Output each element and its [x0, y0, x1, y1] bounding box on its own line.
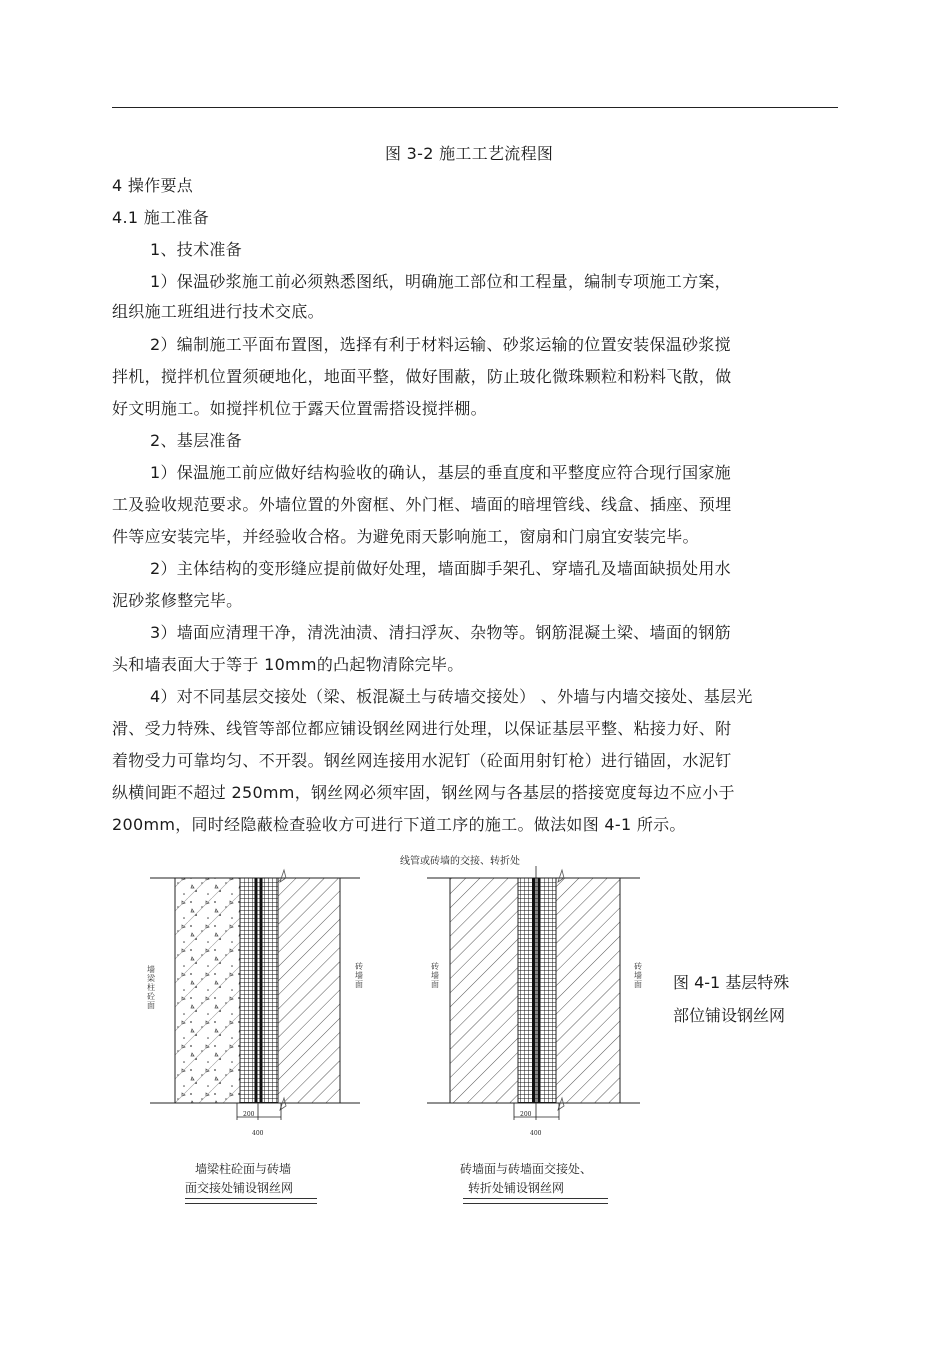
paragraph-line: 1）保温砂浆施工前必须熟悉图纸，明确施工部位和工程量，编制专项施工方案， — [150, 272, 731, 291]
paragraph-line: 200mm，同时经隐蔽检查验收方可进行下道工序的施工。做法如图 4-1 所示。 — [112, 815, 686, 834]
paragraph-line: 着物受力可靠均匀、不开裂。钢丝网连接用水泥钉（砼面用射钉枪）进行锚固，水泥钉 — [112, 751, 732, 770]
wire-mesh-diagram — [140, 850, 660, 1120]
dimension-label: 200 — [243, 1111, 255, 1118]
brick-wall-label: 砖墙面 — [355, 962, 363, 989]
concrete-wall-label: 墙梁柱砼面 — [147, 965, 155, 1010]
header-rule — [112, 107, 838, 108]
paragraph-line: 1）保温施工前应做好结构验收的确认，基层的垂直度和平整度应符合现行国家施 — [150, 463, 731, 482]
figure-3-2-caption: 图 3-2 施工工艺流程图 — [385, 144, 554, 163]
left-diagram-subcaption: 墙梁柱砼面与砖墙 — [195, 1162, 292, 1176]
paragraph-line: 3）墙面应清理干净，清洗油渍、清扫浮灰、杂物等。钢筋混凝土梁、墙面的钢筋 — [150, 623, 731, 642]
subheading-base: 2、基层准备 — [150, 431, 242, 450]
section-heading-4: 4 操作要点 — [112, 176, 194, 195]
figure-4-1-caption-cont: 部位铺设钢丝网 — [673, 1006, 786, 1025]
paragraph-line: 拌机，搅拌机位置须硬地化，地面平整，做好围蔽，防止玻化微珠颗粒和粉料飞散，做 — [112, 367, 732, 386]
brick-wall-label: 砖墙面 — [634, 962, 642, 989]
paragraph-line: 4）对不同基层交接处（梁、板混凝土与砖墙交接处） 、外墙与内墙交接处、基层光 — [150, 687, 753, 706]
subheading-technical: 1、技术准备 — [150, 240, 242, 259]
dimension-label: 200 — [520, 1111, 532, 1118]
paragraph-line: 组织施工班组进行技术交底。 — [112, 302, 324, 321]
brick-wall-label: 砖墙面 — [431, 962, 439, 989]
right-diagram-subcaption-cont: 转折处铺设钢丝网 — [468, 1181, 565, 1195]
paragraph-line: 工及验收规范要求。外墙位置的外窗框、外门框、墙面的暗埋管线、线盒、插座、预埋 — [112, 495, 732, 514]
dimension-label: 400 — [252, 1130, 264, 1137]
paragraph-line: 件等应安装完毕，并经验收合格。为避免雨天影响施工，窗扇和门扇宜安装完毕。 — [112, 527, 699, 546]
figure-4-1-caption: 图 4-1 基层特殊 — [673, 973, 790, 992]
paragraph-line: 2）主体结构的变形缝应提前做好处理，墙面脚手架孔、穿墙孔及墙面缺损处用水 — [150, 559, 731, 578]
junction-callout-label: 线管或砖墙的交接、转折处 — [400, 856, 520, 867]
double-underline — [463, 1198, 608, 1204]
section-heading-4-1: 4.1 施工准备 — [112, 208, 209, 227]
dimension-label: 400 — [530, 1130, 542, 1137]
paragraph-line: 2）编制施工平面布置图，选择有利于材料运输、砂浆运输的位置安装保温砂浆搅 — [150, 335, 731, 354]
paragraph-line: 好文明施工。如搅拌机位于露天位置需搭设搅拌棚。 — [112, 399, 487, 418]
left-diagram-subcaption-cont: 面交接处铺设钢丝网 — [185, 1181, 294, 1195]
paragraph-line: 滑、受力特殊、线管等部位都应铺设钢丝网进行处理，以保证基层平整、粘接力好、附 — [112, 719, 732, 738]
paragraph-line: 纵横间距不超过 250mm，钢丝网必须牢固，钢丝网与各基层的搭接宽度每边不应小于 — [112, 783, 735, 802]
paragraph-line: 泥砂浆修整完毕。 — [112, 591, 243, 610]
right-diagram-subcaption: 砖墙面与砖墙面交接处、 — [460, 1162, 593, 1176]
double-underline — [185, 1198, 317, 1204]
paragraph-line: 头和墙表面大于等于 10mm的凸起物清除完毕。 — [112, 655, 464, 674]
